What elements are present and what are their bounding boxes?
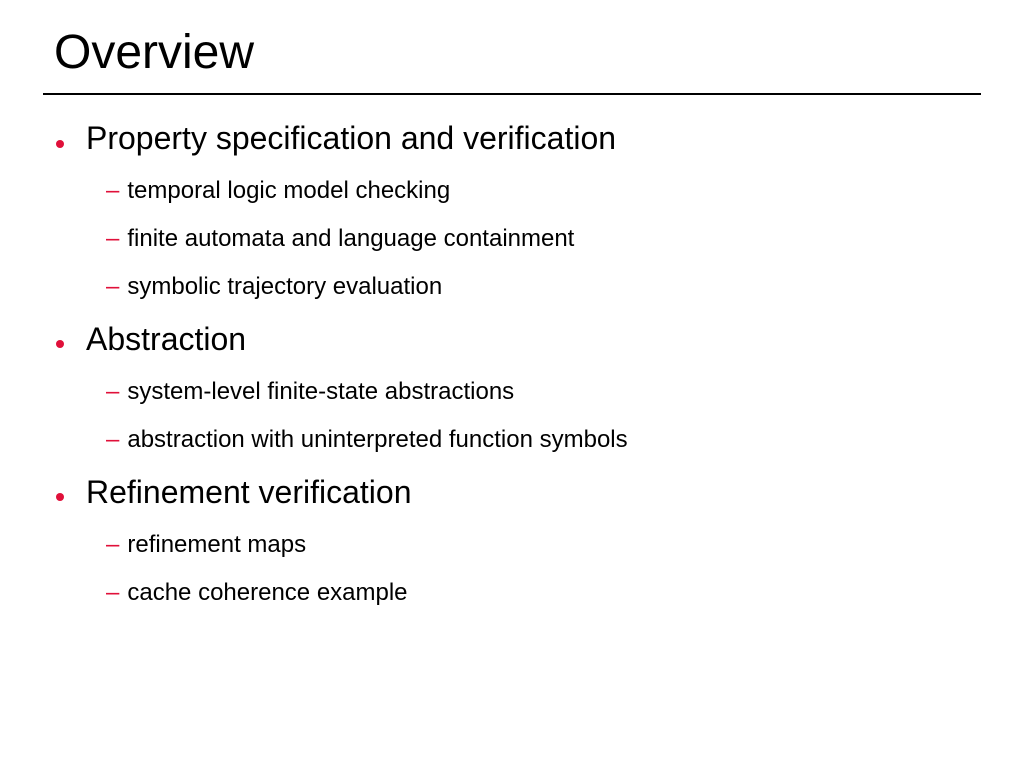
sub-item-label: temporal logic model checking (127, 177, 451, 204)
bullet-icon (56, 140, 64, 148)
sub-item-label: symbolic trajectory evaluation (127, 273, 443, 300)
dash-icon: – (106, 177, 120, 204)
bullet-item-refinement-verification: Refinement verification (86, 474, 412, 510)
dash-icon: – (106, 273, 120, 300)
sub-item-uninterpreted-functions (106, 425, 628, 455)
bullet-item-abstraction: Abstraction (86, 321, 247, 357)
sub-item-refinement-maps (106, 530, 306, 560)
sub-item-system-level (106, 377, 514, 407)
dash-icon: – (106, 426, 120, 453)
dash-icon: – (106, 579, 120, 606)
sub-item-finite-automata (106, 224, 574, 254)
bullet-icon (56, 493, 64, 501)
dash-icon: – (106, 225, 120, 252)
sub-item-cache-coherence (106, 578, 408, 608)
sub-item-label: system-level finite-state abstractions (127, 378, 515, 405)
dash-icon: – (106, 378, 120, 405)
bullet-item-property-specification: Property specification and verification (86, 120, 617, 156)
sub-item-label: cache coherence example (127, 579, 408, 606)
bullet-icon (56, 340, 64, 348)
sub-item-symbolic-trajectory (106, 272, 442, 302)
sub-item-label: abstraction with uninterpreted function symbols (127, 426, 628, 453)
slide-title: Overview (54, 26, 255, 79)
title-divider (43, 93, 981, 95)
sub-item-label: refinement maps (127, 531, 307, 558)
dash-icon: – (106, 531, 120, 558)
sub-item-temporal-logic (106, 176, 450, 206)
sub-item-label: finite automata and language containment (127, 225, 575, 252)
